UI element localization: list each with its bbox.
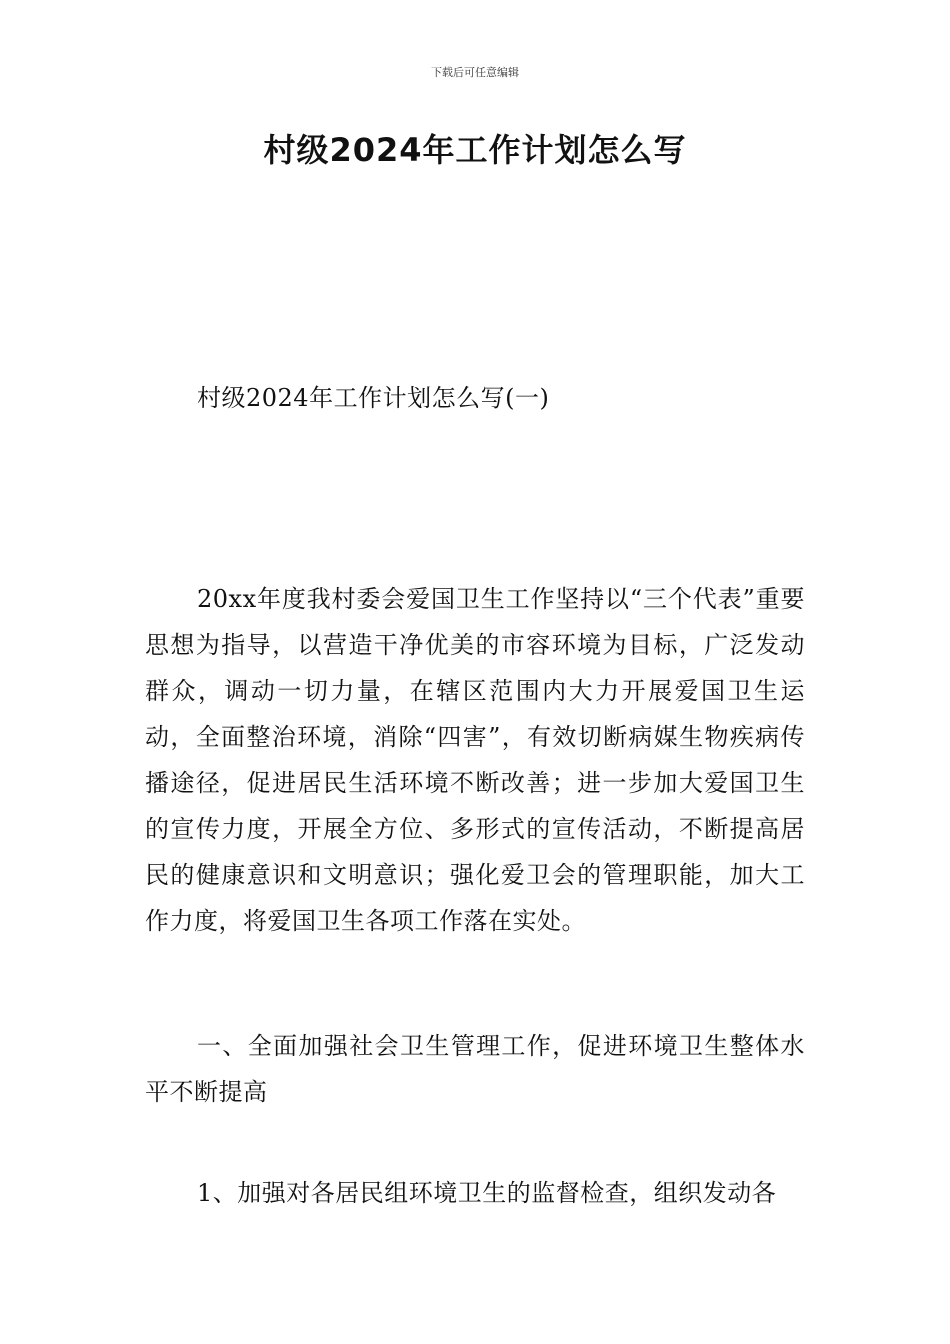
document-subtitle: 村级2024年工作计划怎么写(一) bbox=[197, 384, 550, 412]
paragraph-intro: 20xx年度我村委会爱国卫生工作坚持以“三个代表”重要思想为指导，以营造干净优美的市容环境为目标，广泛发动群众，调动一切力量，在辖区范围内大力开展爱国卫生运动，全面整治环境，消除“四害”，有效切断病媒生物疾病传播途径，促进居民生活环境不断改善；进一步加大爱国卫生的宣传力度，开展全方位、多形式的宣传活动，不断提高居民的健康意识和文明意识；强化爱卫会的管理职能，加大工作力度，将爱国卫生各项工作落在实处。 bbox=[145, 585, 805, 935]
header-note: 下载后可任意编辑 bbox=[431, 66, 519, 79]
document-title: 村级2024年工作计划怎么写 bbox=[263, 131, 687, 169]
list-item-1: 1、加强对各居民组环境卫生的监督检查，组织发动各 bbox=[197, 1179, 777, 1207]
section-heading-1: 一、全面加强社会卫生管理工作，促进环境卫生整体水平不断提高 bbox=[145, 1032, 805, 1106]
